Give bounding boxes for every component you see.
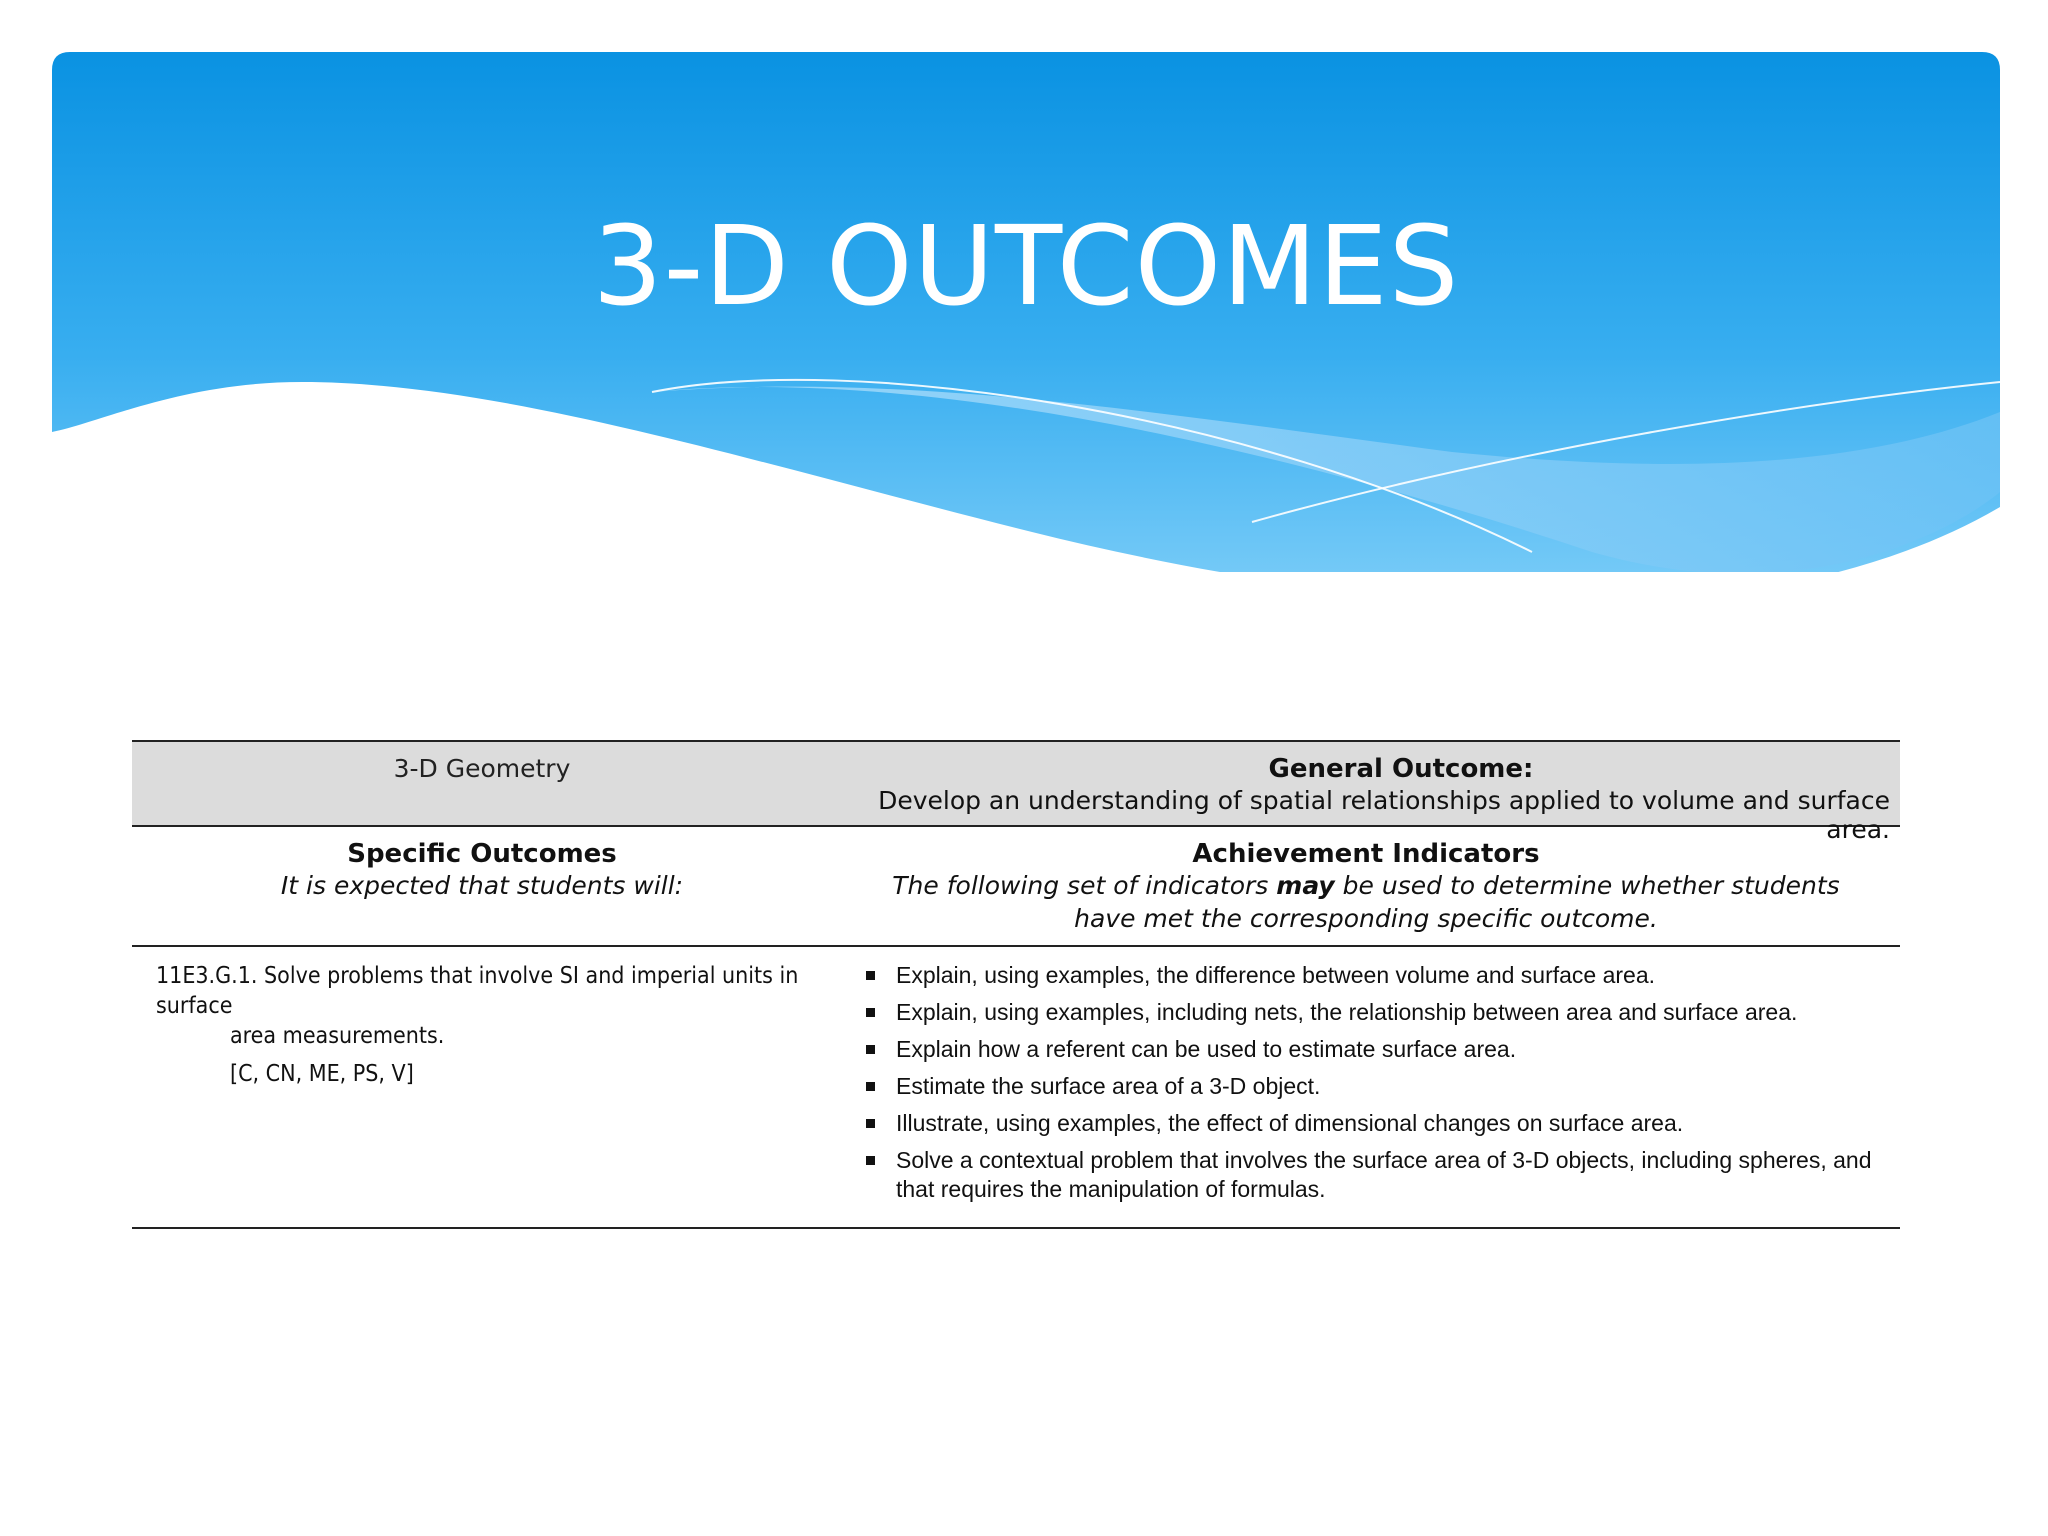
achievement-indicators-title: Achievement Indicators [1192, 839, 1540, 869]
indicator-item [866, 998, 1900, 1027]
indicator-text: Solve a contextual problem that involves the surface area of 3-D objects, including spheres, and that requires the manipulation of formulas. [896, 1147, 1872, 1202]
achievement-indicators-header [832, 827, 1900, 945]
specific-outcome-cell [132, 947, 832, 1227]
subtitle-part-2: be used to determine whether students [1334, 871, 1840, 900]
indicator-text: Explain, using examples, the difference between volume and surface area. [896, 962, 1656, 988]
indicators-cell [832, 947, 1900, 1227]
square-bullet-icon [866, 1119, 875, 1128]
indicator-text: Illustrate, using examples, the effect of dimensional changes on surface area. [896, 1110, 1684, 1136]
general-outcome-cell [832, 742, 1900, 844]
outcome-process-codes: [C, CN, ME, PS, V] [230, 1061, 414, 1087]
table-body-row [132, 947, 1900, 1229]
indicator-text: Explain, using examples, including nets, the relationship between area and surface area. [896, 999, 1798, 1025]
specific-outcomes-subtitle: It is expected that students will: [280, 871, 684, 900]
strand-label: 3-D Geometry [393, 754, 571, 783]
indicator-item [866, 961, 1900, 990]
table-heading-row [132, 827, 1900, 947]
subtitle-emphasis: may [1276, 871, 1335, 900]
indicator-list [866, 961, 1900, 1204]
slide-header-banner [52, 52, 2000, 572]
specific-outcomes-header [132, 827, 832, 945]
square-bullet-icon [866, 1008, 875, 1017]
indicator-text: Explain how a referent can be used to estimate surface area. [896, 1036, 1517, 1062]
general-outcome-text: Develop an understanding of spatial relationships applied to volume and surface area. [878, 786, 1890, 844]
specific-outcomes-title: Specific Outcomes [347, 839, 617, 869]
square-bullet-icon [866, 971, 875, 980]
achievement-indicators-subtitle [832, 869, 1900, 902]
square-bullet-icon [866, 1156, 875, 1165]
outcome-statement-cont: area measurements. [230, 1023, 445, 1049]
outcomes-table [132, 740, 1900, 1229]
indicator-text: Estimate the surface area of a 3-D object. [896, 1073, 1321, 1099]
indicator-item [866, 1109, 1900, 1138]
general-outcome-label: General Outcome: [1268, 754, 1534, 784]
outcome-statement: 11E3.G.1. Solve problems that involve SI and imperial units in surface [156, 963, 799, 1019]
slide-title: 3-D OUTCOMES [592, 202, 1460, 330]
table-top-row [132, 740, 1900, 844]
subtitle-part-1: The following set of indicators [892, 871, 1277, 900]
achievement-indicators-subtitle-line2: have met the corresponding specific outcome. [1074, 904, 1658, 933]
indicator-item [866, 1072, 1900, 1101]
indicator-item [866, 1146, 1900, 1204]
square-bullet-icon [866, 1082, 875, 1091]
indicator-item [866, 1035, 1900, 1064]
square-bullet-icon [866, 1045, 875, 1054]
